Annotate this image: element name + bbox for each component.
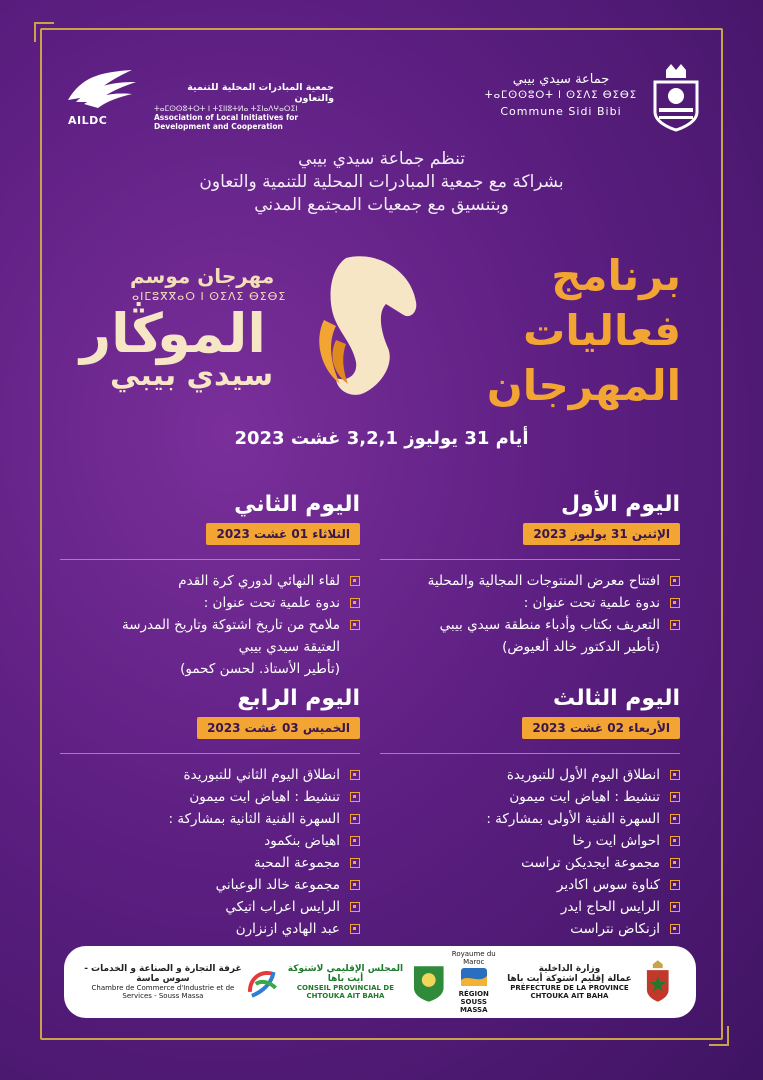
divider bbox=[380, 559, 680, 560]
divider bbox=[60, 753, 360, 754]
list-item bbox=[60, 918, 360, 940]
prefecture-name-ar: عمالة إقليم اشتوكة أيت باها bbox=[507, 974, 632, 984]
list-item bbox=[380, 874, 680, 896]
list-item bbox=[60, 614, 360, 636]
bullet-icon bbox=[670, 880, 680, 890]
list-item bbox=[380, 570, 680, 592]
association-name bbox=[154, 82, 334, 131]
association-name-en: Association of Local Initiatives for Development and Cooperation bbox=[154, 113, 299, 131]
bullet-icon bbox=[350, 902, 360, 912]
bullet-icon bbox=[350, 880, 360, 890]
program-title-line: المهرجان bbox=[486, 361, 681, 410]
list-item bbox=[380, 786, 680, 808]
list-item bbox=[380, 852, 680, 874]
list-item bbox=[60, 874, 360, 896]
day-date-badge: الإثنين 31 يوليوز 2023 bbox=[523, 523, 680, 545]
item-text: مجموعة خالد الوعباني bbox=[215, 877, 340, 893]
day-3-block bbox=[380, 686, 680, 940]
commune-name-ar: جماعة سيدي بيبي bbox=[512, 72, 610, 87]
divider bbox=[380, 753, 680, 754]
day-title: اليوم الرابع bbox=[237, 686, 360, 711]
bullet-icon bbox=[670, 620, 680, 630]
item-text: ملامح من تاريخ اشتوكة وتاريخ المدرسة bbox=[121, 617, 340, 633]
bullet-icon bbox=[350, 620, 360, 630]
list-item bbox=[380, 808, 680, 830]
chamber-logo bbox=[84, 964, 242, 1000]
aildc-logo bbox=[62, 66, 332, 130]
association-name-ar: جمعية المبادرات المحلية للتنمية والتعاون bbox=[187, 82, 334, 104]
chamber-name-fr: Chambre de Commerce d'Industrie et de Services - Souss Massa bbox=[91, 984, 235, 1000]
day-items bbox=[380, 570, 680, 658]
festival-top-text: مهرجان موسم bbox=[130, 264, 275, 288]
bullet-icon bbox=[670, 836, 680, 846]
bullet-icon bbox=[350, 836, 360, 846]
item-text: انطلاق اليوم الأول للتبوريدة bbox=[506, 767, 660, 783]
council-logo bbox=[281, 964, 409, 1000]
region-logo bbox=[447, 950, 500, 1014]
item-text: انطلاق اليوم الثاني للتبوريدة bbox=[183, 767, 340, 783]
region-emblem-icon bbox=[459, 966, 489, 988]
day-date-badge: الأربعاء 02 غشت 2023 bbox=[522, 717, 680, 739]
day-date-badge: الثلاثاء 01 غشت 2023 bbox=[206, 523, 360, 545]
day-items bbox=[380, 764, 680, 940]
list-item bbox=[380, 764, 680, 786]
item-text: الرايس الحاج ايدر bbox=[560, 899, 660, 915]
intro-line: تنظم جماعة سيدي بيبي bbox=[298, 149, 465, 169]
day-title: اليوم الثالث bbox=[553, 686, 680, 711]
day-date-badge: الخميس 03 غشت 2023 bbox=[197, 717, 360, 739]
commune-name bbox=[481, 72, 641, 118]
day-1-block bbox=[380, 492, 680, 658]
commune-logo bbox=[471, 64, 701, 134]
divider bbox=[60, 559, 360, 560]
bullet-icon bbox=[670, 598, 680, 608]
list-item bbox=[60, 636, 360, 658]
bullet-icon bbox=[350, 598, 360, 608]
chamber-name-ar: غرفة التجارة و الصناعة و الخدمات - سوس ماسة bbox=[84, 964, 242, 984]
day-items bbox=[60, 764, 360, 940]
council-name-fr: CONSEIL PROVINCIAL DE CHTOUKA AIT BAHA bbox=[296, 984, 394, 1000]
item-text: التعريف بكتاب وأدباء منطقة سيدي بيبي bbox=[439, 617, 660, 633]
item-text: الرايس اعراب اتيكي bbox=[225, 899, 340, 915]
prefecture-logo bbox=[500, 964, 638, 1000]
bullet-icon bbox=[350, 770, 360, 780]
list-item bbox=[60, 658, 360, 680]
list-item bbox=[380, 896, 680, 918]
list-item bbox=[60, 764, 360, 786]
day-items bbox=[60, 570, 360, 680]
list-item bbox=[380, 636, 680, 658]
chamber-swirl-icon bbox=[242, 962, 281, 1002]
region-kingdom: Royaume du Maroc bbox=[451, 950, 496, 966]
bullet-icon bbox=[670, 814, 680, 824]
item-text: كناوة سوس اكادير bbox=[556, 877, 660, 893]
item-text: ازنكاض نتراست bbox=[570, 921, 660, 937]
bullet-icon bbox=[670, 858, 680, 868]
region-name: RÉGION SOUSS MASSA bbox=[458, 990, 489, 1014]
list-item bbox=[380, 592, 680, 614]
royal-coat-of-arms-icon bbox=[639, 960, 677, 1004]
commune-name-tz: ⵜⴰⵎⵙⵙⵓⵔⵜ ⵏ ⵙⵉⴷⵉ ⴱⵉⴱⵉ bbox=[484, 90, 638, 101]
list-item bbox=[380, 614, 680, 636]
item-text: (تأطير الأستاذ. لحسن كحمو) bbox=[180, 661, 340, 677]
list-item bbox=[60, 830, 360, 852]
item-text: احواش ايت رخا bbox=[572, 833, 660, 849]
program-title bbox=[441, 248, 681, 413]
item-text: السهرة الفنية الأولى بمشاركة : bbox=[486, 811, 660, 827]
intro-line: بشراكة مع جمعية المبادرات المحلية للتنمية والتعاون bbox=[199, 172, 564, 192]
bullet-icon bbox=[670, 792, 680, 802]
list-item bbox=[380, 830, 680, 852]
item-text: ندوة علمية تحت عنوان : bbox=[203, 595, 340, 611]
ministry-name-ar: وزارة الداخلية bbox=[538, 964, 601, 974]
festival-dates: أيام 31 يوليوز 3,2,1 غشت 2023 bbox=[234, 428, 529, 449]
bullet-icon bbox=[350, 924, 360, 934]
festival-tz-text: ⴰⵏⵎⵓⴳⴳⴰⵔ ⵏ ⵙⵉⴷⵉ ⴱⵉⴱⵉ bbox=[132, 290, 287, 303]
bullet-icon bbox=[350, 858, 360, 868]
item-text: لقاء النهائي لدوري كرة القدم bbox=[178, 573, 340, 589]
bullet-icon bbox=[670, 770, 680, 780]
council-emblem-icon bbox=[410, 960, 448, 1004]
prefecture-name-fr: PRÉFECTURE DE LA PROVINCE CHTOUKA AIT BAHA bbox=[510, 984, 629, 1000]
list-item bbox=[380, 918, 680, 940]
item-text: مجموعة المحبة bbox=[253, 855, 340, 871]
item-text: افتتاح معرض المنتوجات المجالية والمحلية bbox=[427, 573, 660, 589]
intro-text bbox=[0, 148, 763, 217]
list-item bbox=[60, 808, 360, 830]
horse-head-icon bbox=[306, 250, 421, 400]
day-title: اليوم الأول bbox=[560, 492, 680, 517]
festival-logo bbox=[70, 250, 420, 400]
bullet-icon bbox=[350, 576, 360, 586]
intro-line: وبتنسيق مع جمعيات المجتمع المدني bbox=[254, 195, 509, 215]
bullet-icon bbox=[670, 924, 680, 934]
day-2-block bbox=[60, 492, 360, 680]
list-item bbox=[60, 592, 360, 614]
festival-sub-text: سيدي بيبي bbox=[110, 358, 274, 393]
program-title-line: فعاليات bbox=[523, 306, 681, 355]
list-item bbox=[60, 570, 360, 592]
festival-main-text: الموڭار bbox=[80, 302, 266, 365]
list-item bbox=[60, 896, 360, 918]
sponsors-bar bbox=[64, 946, 696, 1018]
program-title-line: برنامج bbox=[551, 251, 681, 300]
bullet-icon bbox=[670, 902, 680, 912]
item-text: ندوة علمية تحت عنوان : bbox=[523, 595, 660, 611]
bullet-icon bbox=[350, 814, 360, 824]
crown-emblem-icon bbox=[651, 64, 701, 132]
item-text: اهياض بنكمود bbox=[264, 833, 340, 849]
brand-name: AILDC bbox=[68, 114, 108, 127]
bullet-icon bbox=[350, 792, 360, 802]
item-text: تنشيط : اهياض ايت ميمون bbox=[189, 789, 340, 805]
council-name-ar: المجلس الإقليمي لاشتوكة أيت باها bbox=[287, 964, 404, 984]
commune-name-fr: Commune Sidi Bibi bbox=[500, 105, 622, 118]
item-text: السهرة الفنية الثانية بمشاركة : bbox=[168, 811, 340, 827]
day-title: اليوم الثاني bbox=[234, 492, 360, 517]
item-text: تنشيط : اهياض ايت ميمون bbox=[509, 789, 660, 805]
list-item bbox=[60, 786, 360, 808]
item-text: عبد الهادي ازنزارن bbox=[235, 921, 340, 937]
bullet-icon bbox=[670, 576, 680, 586]
item-text: العتيقة سيدي بيبي bbox=[238, 639, 340, 655]
item-text: مجموعة ايجديكن تراست bbox=[521, 855, 660, 871]
association-name-tz: ⵜⴰⵎⵙⵙⵓⵜⵔⵜ ⵏ ⵜⵉⵏⵏⵓⵜⵍⴰ ⵜⵉⵏⴰⴷⵖⴰⵔⵉⵏ bbox=[154, 104, 298, 113]
list-item bbox=[60, 852, 360, 874]
item-text: (تأطير الدكتور خالد ألعيوض) bbox=[502, 639, 660, 655]
day-4-block bbox=[60, 686, 360, 940]
